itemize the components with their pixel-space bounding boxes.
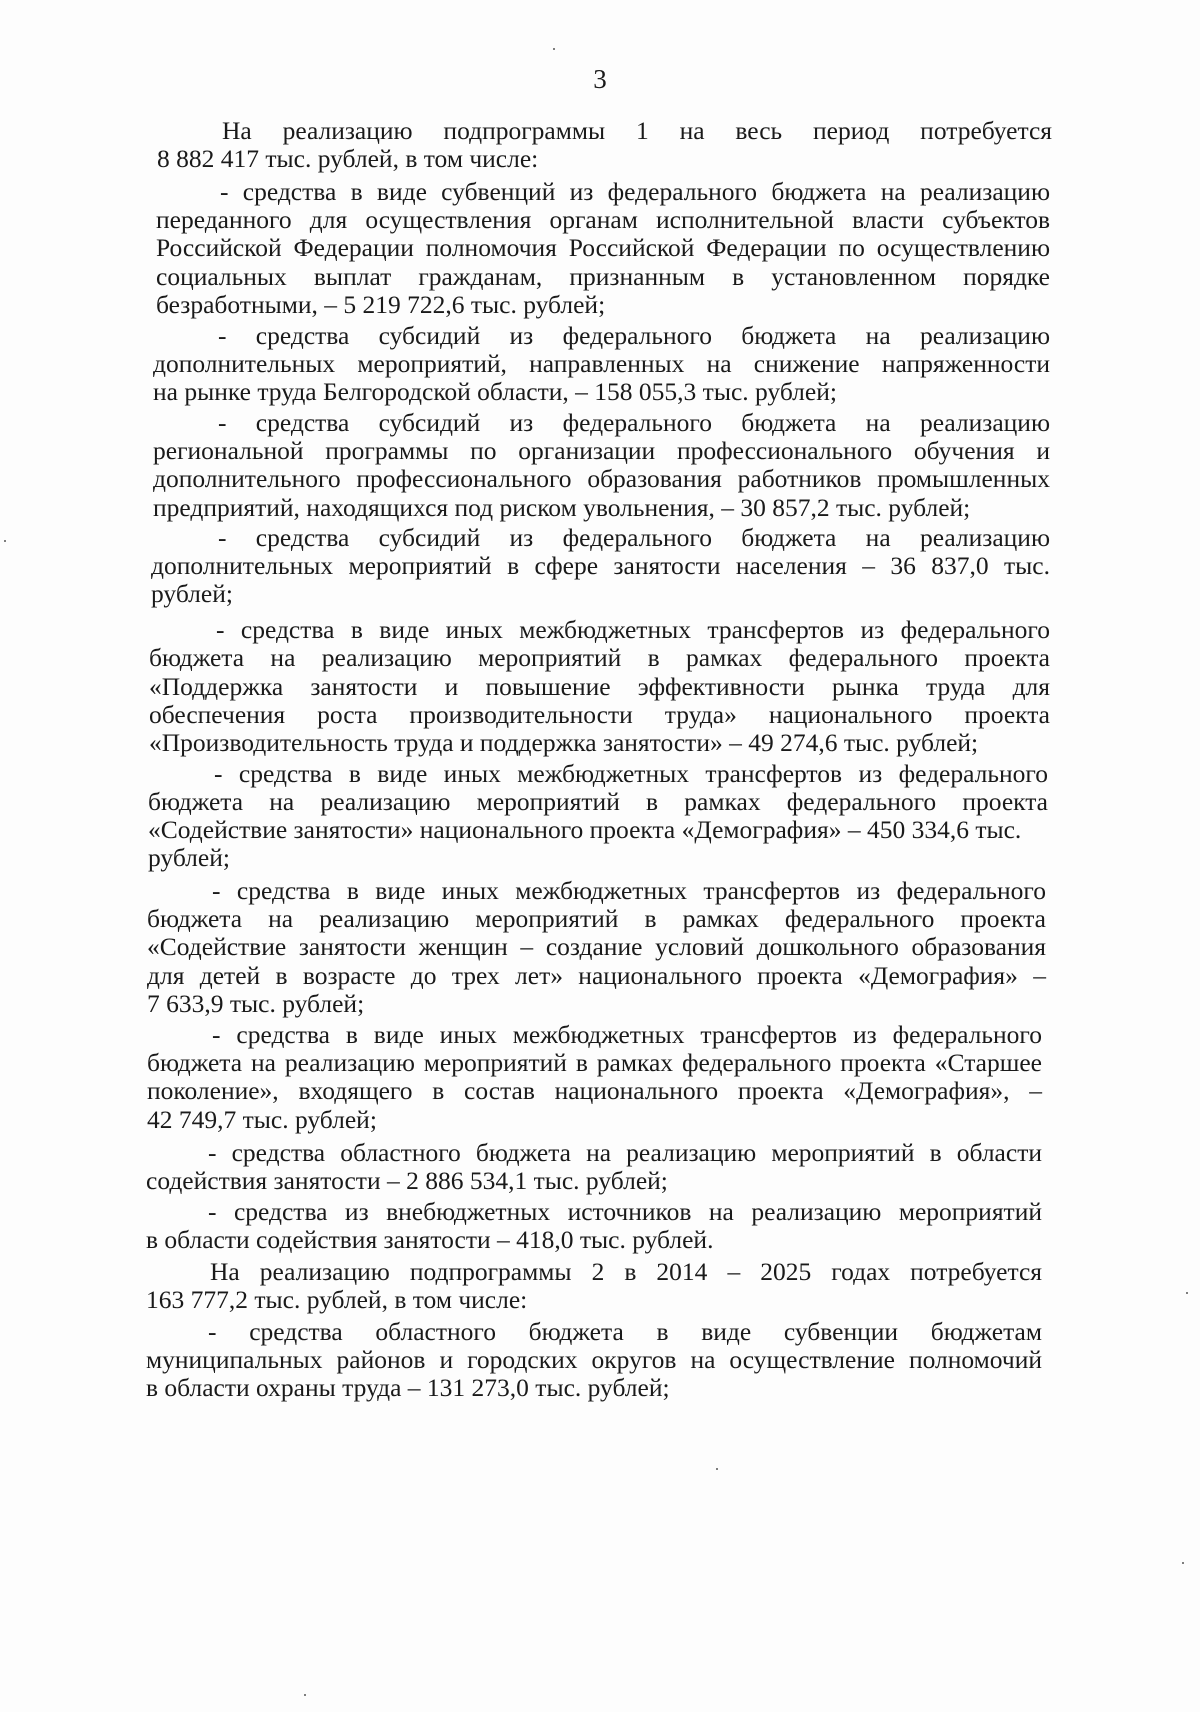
text-line: бюджета на реализацию мероприятий в рамках федерального проекта «Старшее: [147, 1048, 1042, 1077]
text-line: - средства субсидий из федерального бюджета на реализацию: [218, 408, 1050, 437]
text-line: рублей;: [148, 843, 230, 872]
text-line: - средства в виде субвенций из федерального бюджета на реализацию: [220, 177, 1050, 206]
text-line: переданного для осуществления органам исполнительной власти субъектов: [156, 205, 1050, 234]
scan-speck: [4, 540, 6, 542]
text-line: дополнительного профессионального образования работников промышленных: [153, 464, 1050, 493]
scan-speck: [716, 1468, 718, 1470]
scan-speck: [553, 48, 555, 50]
text-line: в области охраны труда – 131 273,0 тыс. рублей;: [146, 1373, 670, 1402]
text-line: - средства из внебюджетных источников на реализацию мероприятий: [208, 1197, 1042, 1226]
scan-speck: [1182, 1562, 1184, 1564]
text-line: - средства субсидий из федерального бюджета на реализацию: [218, 523, 1050, 552]
text-line: «Содействие занятости женщин – создание условий дошкольного образования: [147, 932, 1046, 961]
text-line: «Содействие занятости» национального проекта «Демография» – 450 334,6 тыс.: [148, 815, 1022, 844]
text-line: Российской Федерации полномочия Российской Федерации по осуществлению: [156, 233, 1050, 262]
scan-speck: [1186, 1292, 1188, 1294]
text-line: социальных выплат гражданам, признанным в установленном порядке: [156, 262, 1050, 291]
text-line: бюджета на реализацию мероприятий в рамках федерального проекта: [147, 904, 1046, 933]
text-line: дополнительных мероприятий в сфере занятости населения – 36 837,0 тыс.: [151, 551, 1050, 580]
text-line: 7 633,9 тыс. рублей;: [147, 989, 365, 1018]
text-line: содействия занятости – 2 886 534,1 тыс. рублей;: [146, 1166, 668, 1195]
text-line: бюджета на реализацию мероприятий в рамках федерального проекта: [149, 643, 1050, 672]
text-line: 42 749,7 тыс. рублей;: [147, 1105, 377, 1134]
text-line: для детей в возрасте до трех лет» национального проекта «Демография» –: [147, 961, 1046, 990]
scan-speck: [304, 1694, 306, 1696]
text-line: - средства в виде иных межбюджетных трансфертов из федерального: [216, 615, 1050, 644]
text-line: - средства в виде иных межбюджетных трансфертов из федерального: [214, 759, 1048, 788]
text-line: - средства областного бюджета на реализацию мероприятий в области: [208, 1138, 1042, 1167]
text-line: - средства областного бюджета в виде субвенции бюджетам: [208, 1317, 1042, 1346]
text-line: - средства в виде иных межбюджетных трансфертов из федерального: [212, 1020, 1042, 1049]
text-line: «Поддержка занятости и повышение эффективности рынка труда для: [149, 672, 1050, 701]
text-line: безработными, – 5 219 722,6 тыс. рублей;: [156, 290, 606, 319]
text-line: муниципальных районов и городских округов на осуществление полномочий: [146, 1345, 1042, 1374]
page-number: 3: [593, 64, 607, 94]
text-line: На реализацию подпрограммы 1 на весь период потребуется: [222, 116, 1052, 145]
text-line: бюджета на реализацию мероприятий в рамках федерального проекта: [148, 787, 1048, 816]
text-line: предприятий, находящихся под риском увольнения, – 30 857,2 тыс. рублей;: [153, 493, 971, 522]
text-line: на рынке труда Белгородской области, – 158 055,3 тыс. рублей;: [153, 377, 837, 406]
text-line: «Производительность труда и поддержка занятости» – 49 274,6 тыс. рублей;: [149, 728, 979, 757]
text-line: в области содействия занятости – 418,0 тыс. рублей.: [146, 1225, 714, 1254]
text-line: 163 777,2 тыс. рублей, в том числе:: [146, 1285, 528, 1314]
text-line: дополнительных мероприятий, направленных на снижение напряженности: [153, 349, 1050, 378]
text-line: - средства субсидий из федерального бюджета на реализацию: [218, 321, 1050, 350]
text-line: поколение», входящего в состав национального проекта «Демография», –: [147, 1076, 1042, 1105]
text-line: рублей;: [151, 579, 233, 608]
text-line: - средства в виде иных межбюджетных трансфертов из федерального: [212, 876, 1046, 905]
text-line: На реализацию подпрограммы 2 в 2014 – 2025 годах потребуется: [210, 1257, 1042, 1286]
text-line: 8 882 417 тыс. рублей, в том числе:: [157, 144, 539, 173]
text-line: региональной программы по организации профессионального обучения и: [153, 436, 1050, 465]
text-line: обеспечения роста производительности труда» национального проекта: [149, 700, 1050, 729]
